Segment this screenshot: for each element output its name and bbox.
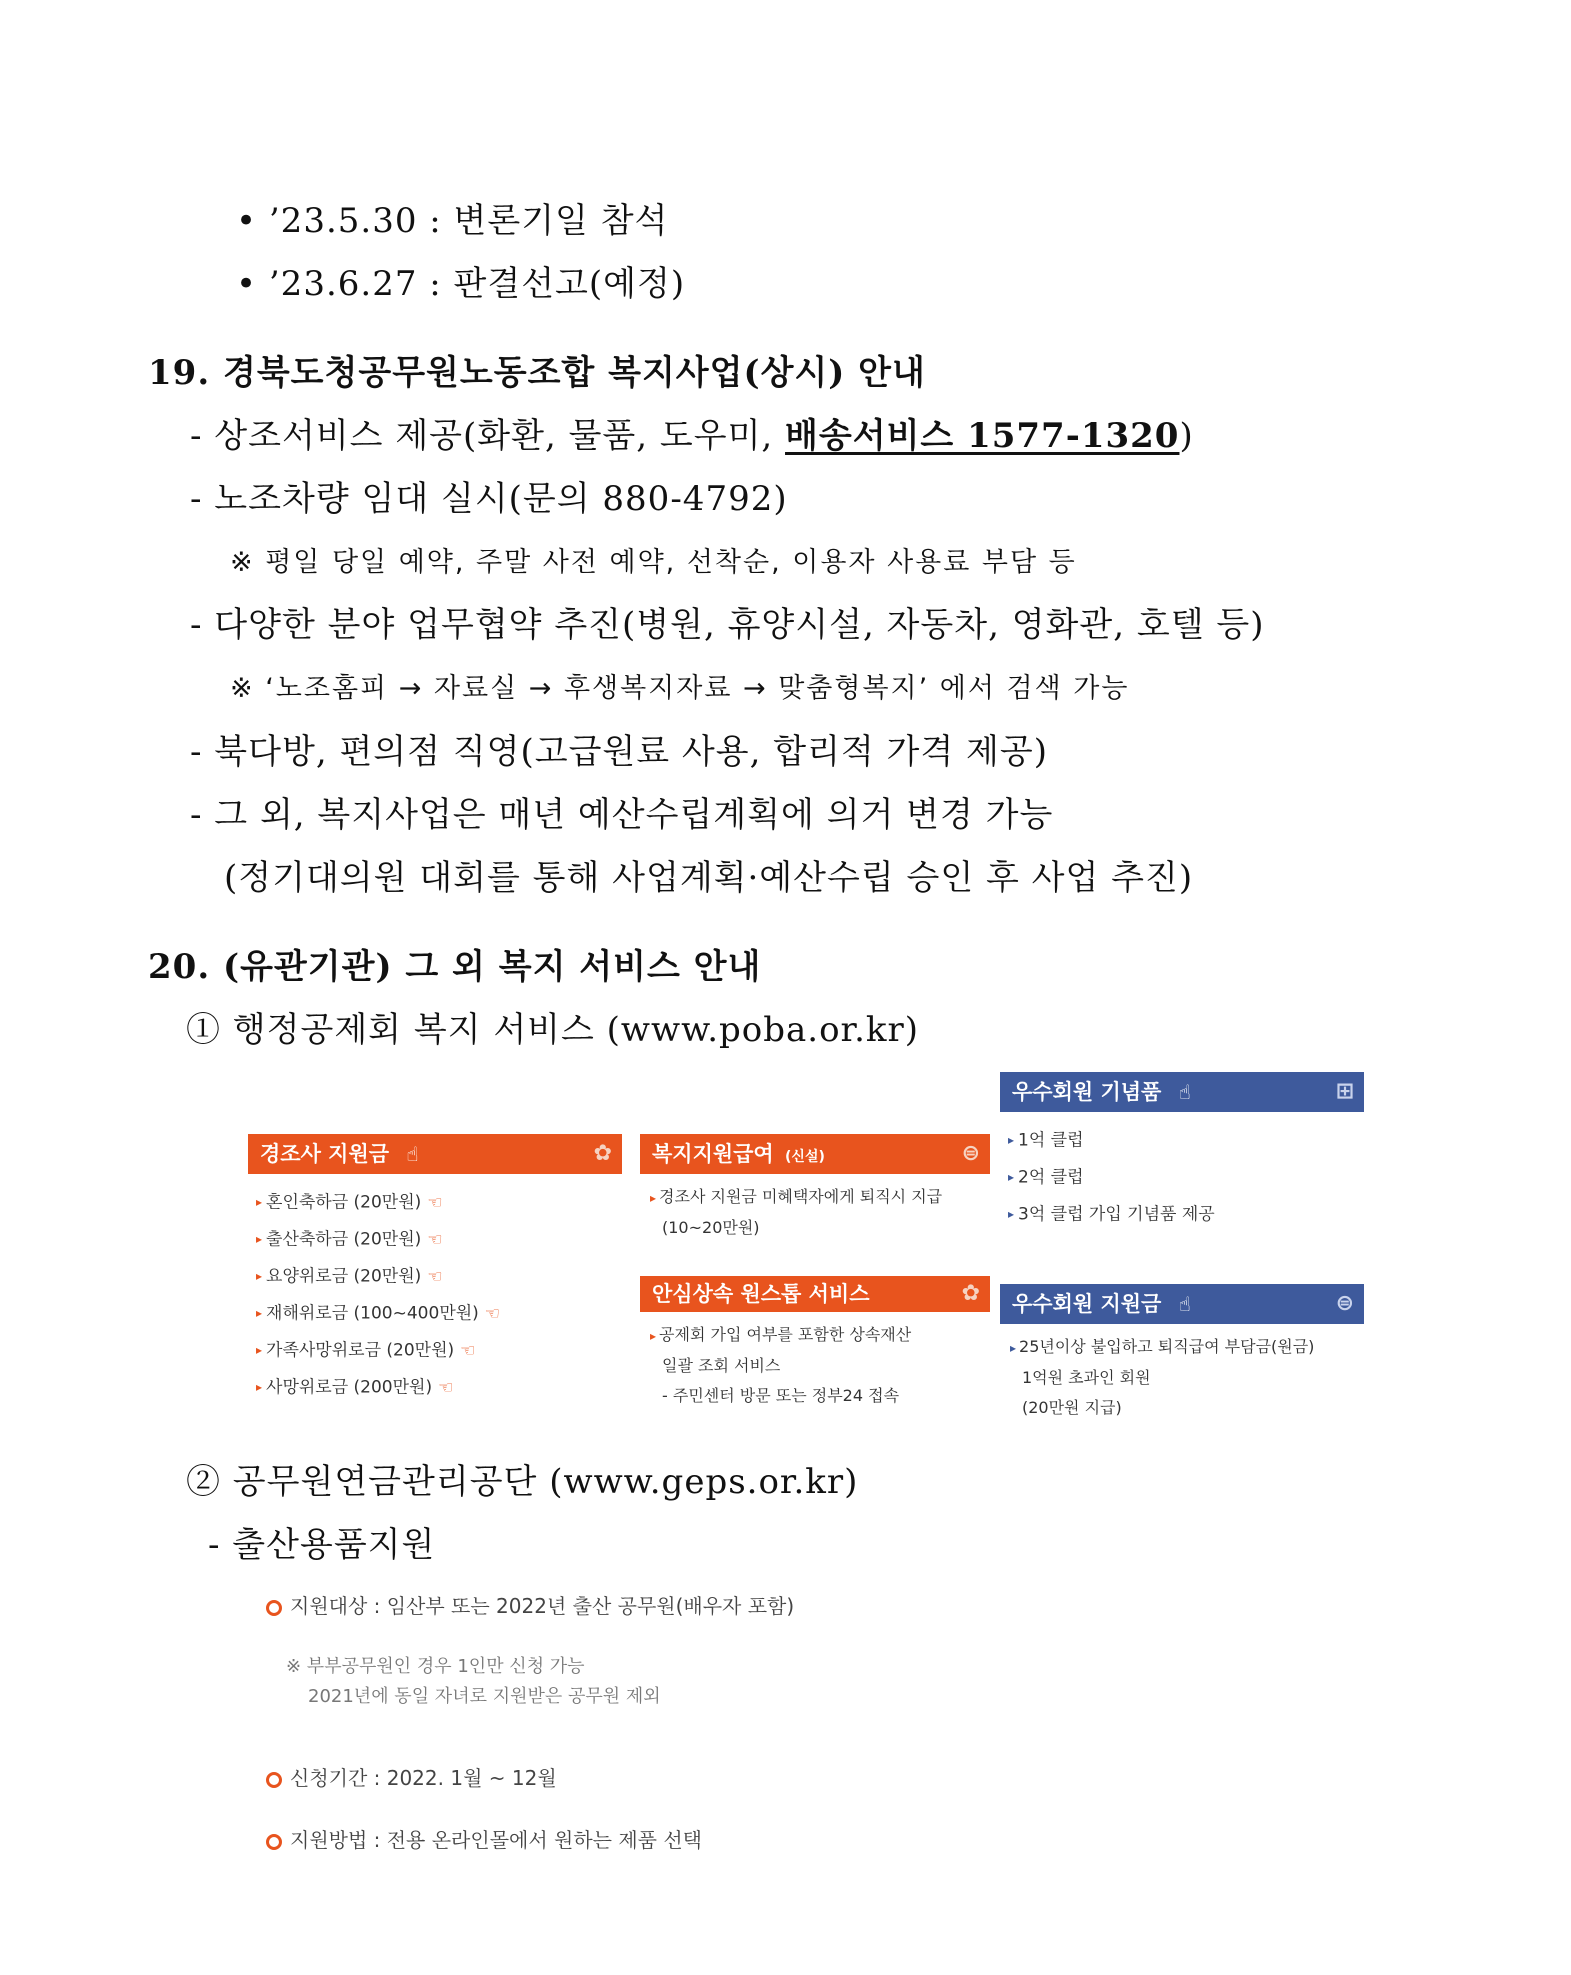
dot-icon: ▸ xyxy=(256,1380,263,1394)
panel-title: 우수회원 지원금 xyxy=(1012,1292,1162,1316)
panel-body xyxy=(640,1312,990,1411)
section-20-sub-2-item: - 출산용품지원 xyxy=(208,1525,436,1565)
item-text-end: ) xyxy=(1179,416,1194,456)
section-20-sub-1: ① 행정공제회 복지 서비스 (www.poba.or.kr) xyxy=(186,1010,920,1050)
list-item xyxy=(256,1295,614,1332)
list-item xyxy=(256,1258,614,1295)
item-text: 사망위로금 (200만원) xyxy=(266,1377,433,1398)
panel-items xyxy=(1000,1112,1364,1233)
panel-header xyxy=(1000,1284,1364,1324)
item-text: 출산축하금 (20만원) xyxy=(266,1229,422,1250)
circle-bullet-icon xyxy=(266,1834,282,1850)
hand-icon: ☜ xyxy=(427,1192,443,1213)
note-line: ※ 부부공무원인 경우 1인만 신청 가능 xyxy=(286,1656,585,1677)
pension-period xyxy=(266,1762,557,1791)
item-text: 재해위로금 (100~400만원) xyxy=(266,1303,479,1324)
panel-header xyxy=(640,1134,990,1174)
body-line: (20만원 지급) xyxy=(1022,1398,1122,1417)
schedule-item-1 xyxy=(236,193,668,242)
section-19-item-4: - 북다방, 편의점 직영(고급원료 사용, 합리적 가격 제공) xyxy=(190,732,1049,772)
hand-icon: ☜ xyxy=(438,1377,454,1398)
section-19-note-3: ※ ‘노조홈피 → 자료실 → 후생복지자료 → 맞춤형복지’ 에서 검색 가능 xyxy=(230,673,1130,704)
panel-body xyxy=(1000,1324,1364,1423)
dot-icon: ▸ xyxy=(256,1343,263,1357)
section-19-item-2: - 노조차량 임대 실시(문의 880-4792) xyxy=(190,479,788,519)
new-tag: (신설) xyxy=(785,1149,825,1165)
hand-icon: ☜ xyxy=(427,1229,443,1250)
list-item xyxy=(256,1221,614,1258)
panel-title: 복지지원급여 xyxy=(652,1142,774,1166)
panel-vip-gift xyxy=(1000,1072,1364,1225)
section-20-title: 20. (유관기관) 그 외 복지 서비스 안내 xyxy=(148,947,762,987)
dot-icon: ▸ xyxy=(256,1195,263,1209)
panel-header xyxy=(1000,1072,1364,1112)
body-line: 일괄 조회 서비스 xyxy=(662,1356,781,1375)
list-item xyxy=(256,1184,614,1221)
body-text: 경조사 지원금 미혜택자에게 퇴직시 지급 xyxy=(659,1187,943,1206)
item-text: 3억 클럽 가입 기념품 제공 xyxy=(1018,1204,1215,1225)
section-20-sub-2: ② 공무원연금관리공단 (www.geps.or.kr) xyxy=(186,1462,859,1502)
schedule-text: ’23.6.27 : 판결선고(예정) xyxy=(268,264,686,304)
section-19-note-2: ※ 평일 당일 예약, 주말 사전 예약, 선착순, 이용자 사용료 부담 등 xyxy=(230,547,1077,578)
hand-icon: ☝ xyxy=(406,1142,419,1166)
list-item xyxy=(1008,1196,1356,1233)
hand-icon: ☝ xyxy=(1178,1292,1191,1316)
panel-title: 안심상속 원스톱 서비스 xyxy=(652,1282,870,1306)
section-19-item-5: - 그 외, 복지사업은 매년 예산수립계획에 의거 변경 가능 xyxy=(190,795,1054,835)
coin-icon: ⊜ xyxy=(961,1141,980,1166)
panel-header xyxy=(248,1134,622,1174)
body-line: (10~20만원) xyxy=(662,1218,760,1237)
dot-icon: ▸ xyxy=(1010,1341,1017,1355)
circle-bullet-icon xyxy=(266,1600,282,1616)
pension-method xyxy=(266,1824,702,1853)
bullet: • xyxy=(236,264,258,304)
body-text: 공제회 가입 여부를 포함한 상속재산 xyxy=(659,1325,912,1344)
section-19-item-3: - 다양한 분야 업무협약 추진(병원, 휴양시설, 자동차, 영화관, 호텔 등) xyxy=(190,605,1265,645)
pension-text: 신청기간 : 2022. 1월 ~ 12월 xyxy=(290,1766,557,1790)
item-text: 2억 클럽 xyxy=(1018,1167,1084,1188)
list-item xyxy=(1008,1159,1356,1196)
dot-icon: ▸ xyxy=(1008,1207,1015,1221)
pension-target xyxy=(266,1590,794,1619)
dot-icon: ▸ xyxy=(650,1329,657,1343)
hand-icon: ☜ xyxy=(460,1340,476,1361)
body-text: 25년이상 불입하고 퇴직급여 부담금(원금) xyxy=(1019,1337,1315,1356)
dot-icon: ▸ xyxy=(256,1269,263,1283)
panel-condolence-support xyxy=(248,1134,622,1414)
delivery-service-phone: 배송서비스 1577-1320 xyxy=(785,416,1180,456)
badge-icon: ✿ xyxy=(961,1281,980,1306)
body-line: - 주민센터 방문 또는 정부24 접속 xyxy=(662,1386,900,1405)
item-text: 가족사망위로금 (20만원) xyxy=(266,1340,455,1361)
section-19-item-1 xyxy=(190,408,1194,457)
pension-note xyxy=(286,1652,661,1712)
dot-icon: ▸ xyxy=(1008,1133,1015,1147)
list-item xyxy=(1008,1122,1356,1159)
panel-vip-support xyxy=(1000,1284,1364,1434)
section-19-title: 19. 경북도청공무원노동조합 복지사업(상시) 안내 xyxy=(148,353,926,393)
badge-icon: ✿ xyxy=(593,1141,612,1166)
dot-icon: ▸ xyxy=(1008,1170,1015,1184)
pension-text: 지원방법 : 전용 온라인몰에서 원하는 제품 선택 xyxy=(290,1828,702,1852)
circle-bullet-icon xyxy=(266,1772,282,1788)
hand-icon: ☝ xyxy=(1178,1080,1191,1104)
body-line: 1억원 초과인 회원 xyxy=(1022,1368,1151,1387)
body-line xyxy=(1010,1332,1354,1363)
schedule-text: ’23.5.30 : 변론기일 참석 xyxy=(268,201,669,241)
hand-icon: ☜ xyxy=(484,1303,501,1324)
body-line xyxy=(650,1182,980,1213)
panel-title: 경조사 지원금 xyxy=(260,1142,390,1166)
panel-inheritance-service xyxy=(640,1276,990,1416)
item-text: 혼인축하금 (20만원) xyxy=(266,1192,422,1213)
schedule-item-2 xyxy=(236,256,685,305)
item-text: - 상조서비스 제공(화환, 물품, 도우미, xyxy=(190,416,786,456)
panel-title: 우수회원 기념품 xyxy=(1012,1080,1162,1104)
gift-icon: ⊞ xyxy=(1335,1079,1354,1104)
section-19-item-5-cont: (정기대의원 대회를 통해 사업계획·예산수립 승인 후 사업 추진) xyxy=(224,858,1194,898)
item-text: 1억 클럽 xyxy=(1018,1130,1084,1151)
dot-icon: ▸ xyxy=(256,1306,263,1320)
dot-icon: ▸ xyxy=(650,1191,657,1205)
hand-icon: ☜ xyxy=(427,1266,443,1287)
panel-body xyxy=(640,1174,990,1243)
dot-icon: ▸ xyxy=(256,1232,263,1246)
panel-items xyxy=(248,1174,622,1406)
bullet: • xyxy=(236,201,258,241)
panel-header xyxy=(640,1276,990,1312)
pension-text: 지원대상 : 임산부 또는 2022년 출산 공무원(배우자 포함) xyxy=(290,1594,795,1618)
note-line: 2021년에 동일 자녀로 지원받은 공무원 제외 xyxy=(308,1686,661,1707)
panel-welfare-benefit xyxy=(640,1134,990,1254)
body-line xyxy=(650,1320,980,1351)
item-text: 요양위로금 (20만원) xyxy=(266,1266,422,1287)
list-item xyxy=(256,1332,614,1369)
list-item xyxy=(256,1369,614,1406)
coin-icon: ⊜ xyxy=(1335,1291,1354,1316)
